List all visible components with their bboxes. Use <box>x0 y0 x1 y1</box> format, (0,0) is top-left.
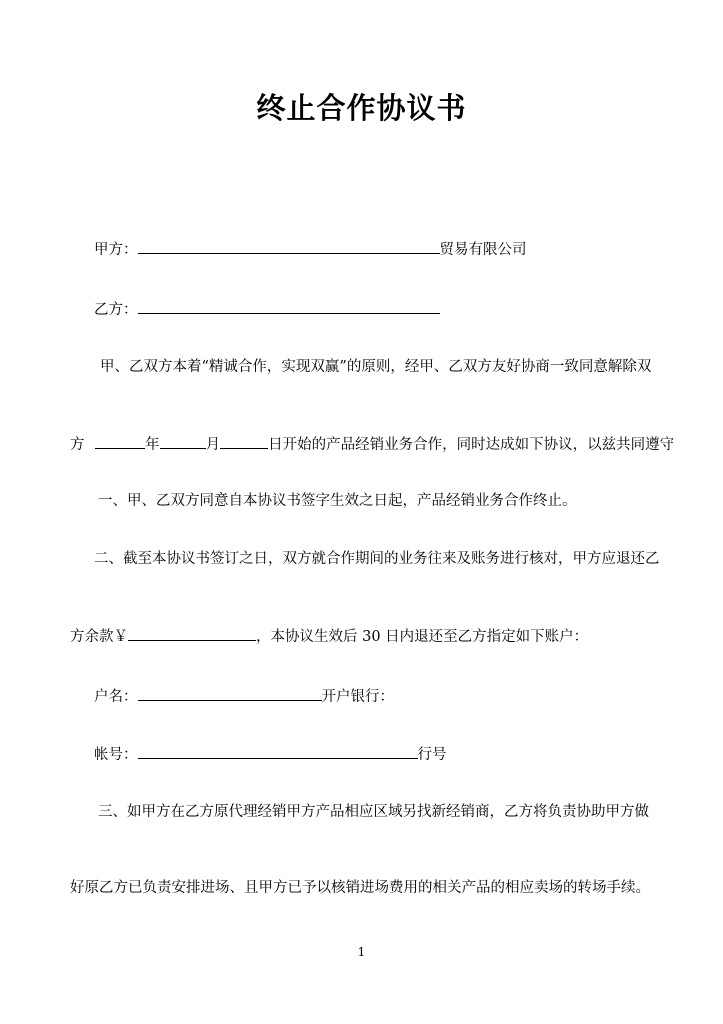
account-number-blank[interactable] <box>138 743 418 759</box>
party-b-line <box>94 298 440 320</box>
refund-terms-text: ，本协议生效后 30 日内退还至乙方指定如下账户： <box>256 629 589 645</box>
clause-3-line-1: 三、如甲方在乙方原代理经销甲方产品相应区域另找新经销商，乙方将负责协助甲方做 <box>98 804 649 820</box>
refund-amount-blank[interactable] <box>128 625 256 641</box>
intro-start-text: 方 <box>70 437 85 453</box>
party-a-label: 甲方： <box>94 242 138 258</box>
account-number-line <box>94 743 447 765</box>
party-b-blank[interactable] <box>138 298 440 314</box>
year-blank[interactable] <box>95 433 145 449</box>
party-a-line <box>94 238 527 260</box>
page-number: 1 <box>357 945 366 959</box>
intro-paragraph-line-1: 甲、乙双方本着“精诚合作，实现双赢”的原则，经甲、乙双方友好协商一致同意解除双 <box>100 359 652 375</box>
account-name-line <box>94 685 394 707</box>
month-blank[interactable] <box>160 433 206 449</box>
bank-number-suffix: 行号 <box>417 747 447 763</box>
refund-label: 方余款￥ <box>70 629 128 645</box>
account-name-label: 户名： <box>94 689 138 705</box>
intro-end-text: 日开始的产品经销业务合作，同时达成如下协议，以兹共同遵守 <box>268 437 675 453</box>
clause-2-line-1: 二、截至本协议书签订之日，双方就合作期间的业务往来及账务进行核对，甲方应退还乙 <box>94 551 660 567</box>
document-title: 终止合作协议书 <box>256 91 467 125</box>
month-label: 月 <box>205 437 221 453</box>
clause-2-line-2 <box>70 625 588 647</box>
party-b-label: 乙方： <box>94 302 138 318</box>
account-name-blank[interactable] <box>138 685 322 701</box>
intro-paragraph-line-2 <box>70 433 674 455</box>
clause-1: 一、甲、乙双方同意自本协议书签字生效之日起，产品经销业务合作终止。 <box>98 493 577 509</box>
party-a-blank[interactable] <box>138 238 440 254</box>
party-a-suffix: 贸易有限公司 <box>439 242 527 258</box>
account-number-label: 帐号： <box>94 747 138 763</box>
clause-3-line-2: 好原乙方已负责安排进场、且甲方已予以核销进场费用的相关产品的相应卖场的转场手续。 <box>70 880 650 896</box>
bank-label: 开户银行： <box>321 689 394 705</box>
day-blank[interactable] <box>220 433 268 449</box>
year-label: 年 <box>145 437 160 453</box>
